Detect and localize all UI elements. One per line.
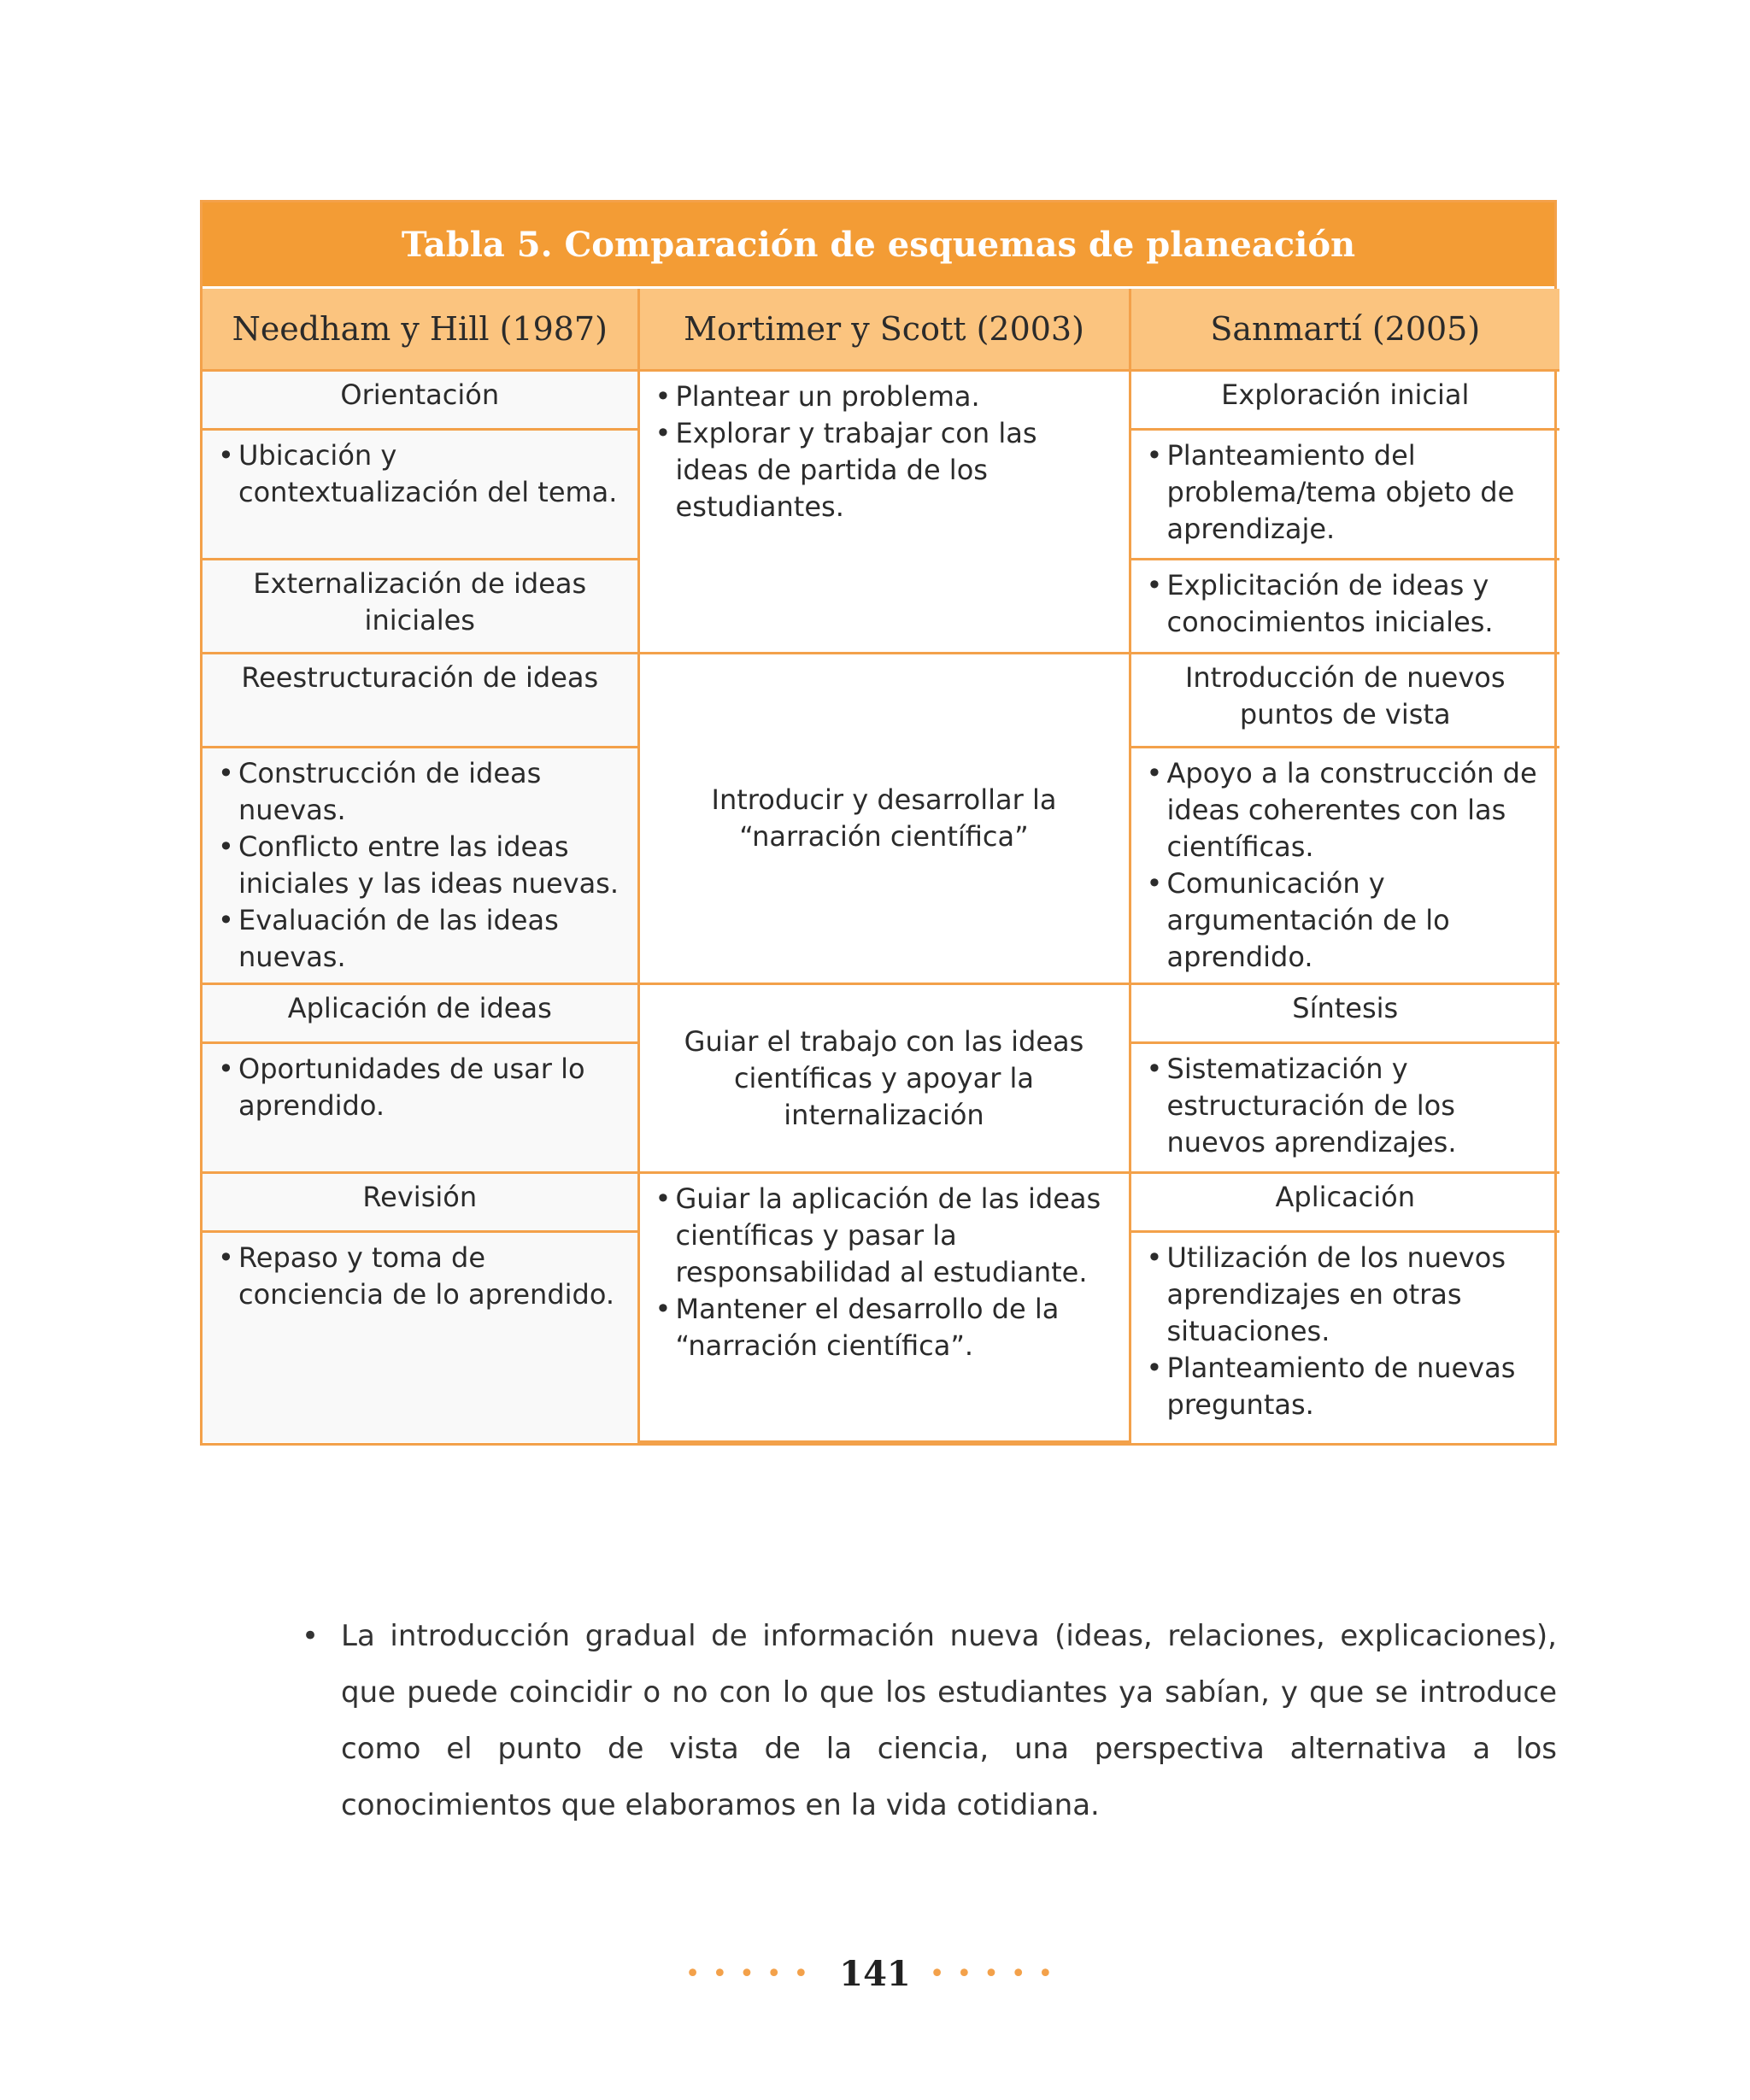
mortimer-block-2: Introducir y desarrollar la “narración científica” (638, 654, 1130, 984)
comparison-table (200, 200, 1557, 1446)
needham-item: • Evaluación de las ideas nuevas. (218, 902, 622, 976)
needham-aplicacion-label: Aplicación de ideas (203, 984, 638, 1043)
page-number: 141 (839, 1953, 911, 1994)
needham-reestructuracion-label: Reestructuración de ideas (203, 654, 638, 748)
needham-item: • Construcción de ideas nuevas. (218, 755, 622, 829)
sanmarti-introduccion-items (1130, 748, 1559, 984)
sanmarti-item: • Apoyo a la construcción de ideas coherentes con las científicas. (1147, 755, 1545, 865)
sanmarti-item: • Planteamiento del problema/tema objeto de aprendizaje. (1147, 437, 1545, 548)
sanmarti-introduccion-label: Introducción de nuevos puntos de vista (1130, 654, 1559, 748)
needham-item: • Repaso y toma de conciencia de lo aprendido. (218, 1240, 622, 1313)
sanmarti-item: • Explicitación de ideas y conocimientos iniciales. (1147, 567, 1545, 641)
sanmarti-item: • Sistematización y estructuración de los nuevos aprendizajes. (1147, 1051, 1545, 1161)
needham-reestructuracion-items (203, 748, 638, 984)
bullet-marker: • (302, 1619, 320, 1653)
header-sanmarti: Sanmartí (2005) (1130, 289, 1559, 371)
table-title: Tabla 5. Comparación de esquemas de planeación (203, 202, 1554, 289)
header-needham: Needham y Hill (1987) (203, 289, 638, 371)
body-paragraph (303, 1608, 1557, 1833)
needham-orientacion-label: Orientación (203, 371, 638, 430)
sanmarti-item: • Comunicación y argumentación de lo aprendido. (1147, 865, 1545, 976)
mortimer-block-1 (638, 371, 1130, 654)
sanmarti-sintesis-label: Síntesis (1130, 984, 1559, 1043)
sanmarti-aplicacion-label: Aplicación (1130, 1173, 1559, 1232)
needham-externalizacion-label: Externalización de ideas iniciales (203, 560, 638, 654)
needham-revision-items (203, 1232, 638, 1442)
sanmarti-sintesis-items (1130, 1043, 1559, 1173)
sanmarti-exploracion-items (1130, 430, 1559, 560)
mortimer-item: • Guiar la aplicación de las ideas científicas y pasar la responsabilidad al estudiante. (655, 1181, 1113, 1291)
sanmarti-item: • Planteamiento de nuevas preguntas. (1147, 1350, 1545, 1423)
mortimer-item: • Explorar y trabajar con las ideas de partida de los estudiantes. (655, 415, 1113, 525)
footer-dots-left: ••••• (684, 1958, 821, 1989)
needham-orientacion-items (203, 430, 638, 560)
mortimer-item: • Plantear un problema. (655, 378, 1113, 415)
body-text: La introducción gradual de información nueva (ideas, relaciones, explicaciones), que puede coincidir o no con lo que los estudiantes ya sabían, y que se introduce como el punto de vista de la ciencia, una perspectiva alternativa a los conocimientos que elaboramos en la vida cotidiana. (341, 1619, 1557, 1822)
sanmarti-aplicacion-items (1130, 1232, 1559, 1442)
needham-aplicacion-items (203, 1043, 638, 1173)
planning-schemes-table (203, 289, 1559, 1443)
mortimer-block-3: Guiar el trabajo con las ideas científicas y apoyar la internalización (638, 984, 1130, 1173)
sanmarti-item: • Utilización de los nuevos aprendizajes en otras situaciones. (1147, 1240, 1545, 1350)
header-mortimer: Mortimer y Scott (2003) (638, 289, 1130, 371)
mortimer-block-4 (638, 1173, 1130, 1442)
footer-dots-right: ••••• (929, 1958, 1066, 1989)
needham-item: • Ubicación y contextualización del tema. (218, 437, 622, 511)
needham-revision-label: Revisión (203, 1173, 638, 1232)
page-footer (0, 1948, 1750, 1999)
needham-item: • Conflicto entre las ideas iniciales y las ideas nuevas. (218, 829, 622, 902)
header-row (203, 289, 1559, 371)
sanmarti-explicitacion-items (1130, 560, 1559, 654)
needham-item: • Oportunidades de usar lo aprendido. (218, 1051, 622, 1124)
mortimer-item: • Mantener el desarrollo de la “narración científica”. (655, 1291, 1113, 1364)
sanmarti-exploracion-label: Exploración inicial (1130, 371, 1559, 430)
